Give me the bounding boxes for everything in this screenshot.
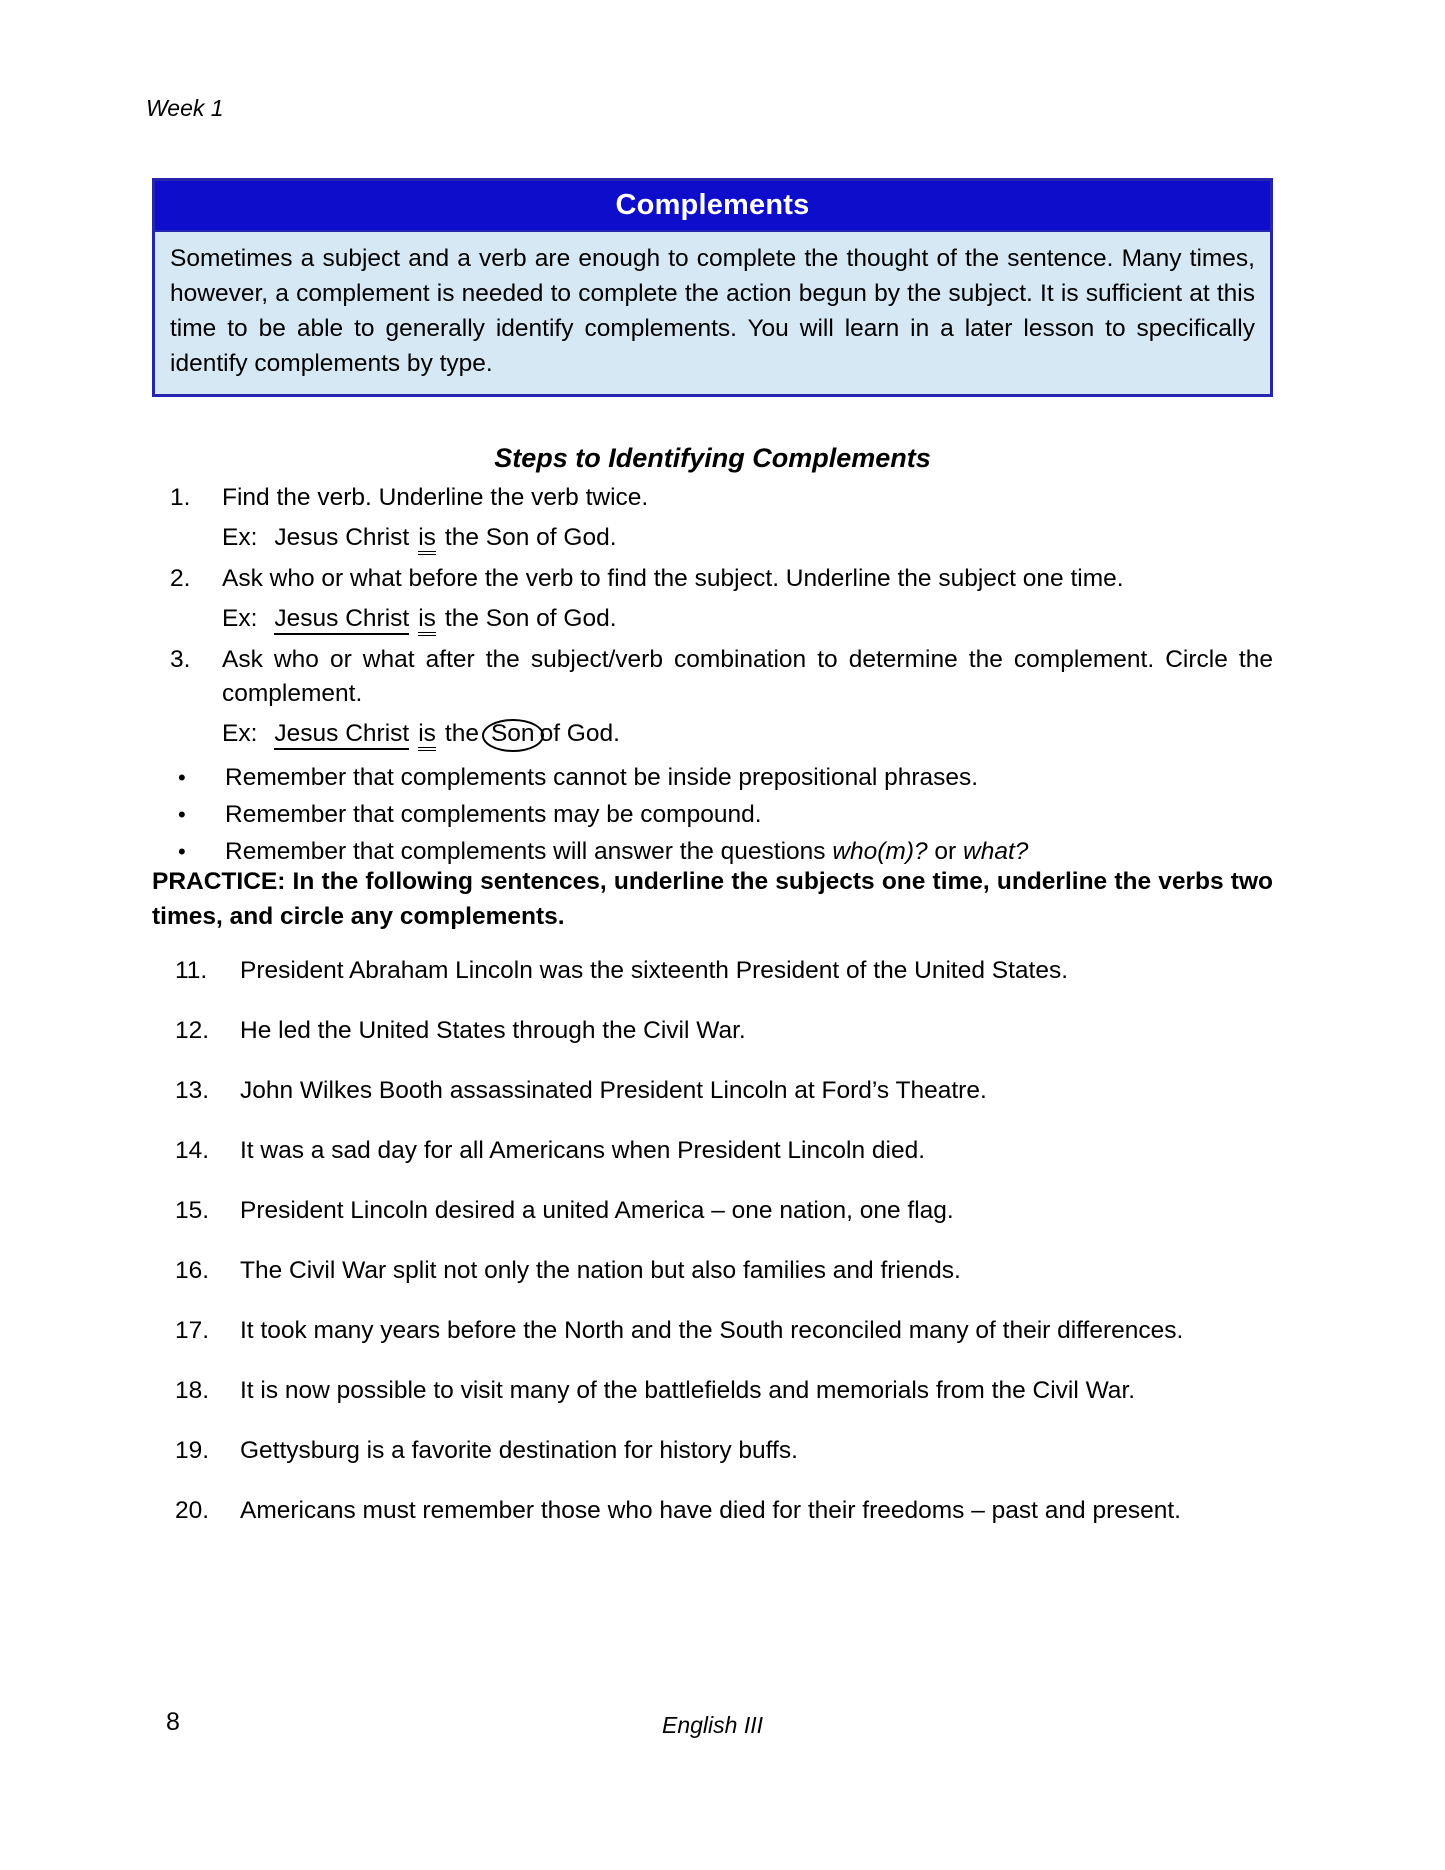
bullet-icon: •: [178, 839, 186, 864]
practice-item: [152, 1434, 1273, 1468]
practice-item: [152, 1194, 1273, 1228]
reminder-text: Remember that complements may be compound.: [225, 801, 762, 828]
practice-item-number: 13.: [175, 1077, 210, 1104]
practice-item-number: 11.: [175, 957, 208, 984]
question-word-whom: who(m)?: [832, 838, 928, 865]
step-text: Ask who or what before the verb to find the subject. Underline the subject one time.: [222, 565, 1124, 592]
reminder-text-prefix: Remember that complements will answer the questions: [225, 838, 833, 865]
practice-item-text: It was a sad day for all Americans when President Lincoln died.: [240, 1137, 926, 1164]
practice-item-text: It took many years before the North and the South reconciled many of their differences.: [240, 1317, 1184, 1344]
practice-item-number: 15.: [175, 1197, 210, 1224]
step-number: 3.: [170, 646, 191, 673]
practice-item-text: The Civil War split not only the nation but also families and friends.: [240, 1257, 961, 1284]
reminder-row: [152, 761, 1273, 794]
example-subject-underlined: Jesus Christ: [274, 605, 409, 635]
practice-item-text: He led the United States through the Civil War.: [240, 1017, 746, 1044]
example-tail: the Son of God.: [444, 605, 617, 632]
practice-item: [152, 1254, 1273, 1288]
practice-item: [152, 1494, 1273, 1528]
practice-item-number: 18.: [175, 1377, 210, 1404]
practice-instructions: PRACTICE: In the following sentences, underline the subjects one time, underline the verbs two times, and circle any complements.: [152, 868, 1273, 930]
example-row-3: [152, 717, 1273, 751]
example-label: Ex:: [222, 524, 258, 551]
step-number: 1.: [170, 484, 191, 511]
example-subject-underlined: Jesus Christ: [274, 720, 409, 750]
practice-item: [152, 954, 1273, 988]
panel-title: Complements: [615, 189, 810, 221]
question-word-what: what?: [963, 838, 1029, 865]
practice-item-number: 20.: [175, 1497, 210, 1524]
practice-item-number: 19.: [175, 1437, 210, 1464]
complements-panel-header: [155, 181, 1270, 232]
reminder-row: [152, 798, 1273, 831]
practice-item-number: 12.: [175, 1017, 210, 1044]
step-row-2: [152, 562, 1273, 596]
week-label: Week 1: [146, 95, 224, 121]
example-complement-circled: Son: [482, 719, 544, 752]
example-label: Ex:: [222, 720, 258, 747]
bullet-icon: •: [178, 802, 186, 827]
example-verb-double-underlined: is: [418, 720, 436, 751]
course-title: English III: [662, 1712, 763, 1738]
step-text: Find the verb. Underline the verb twice.: [222, 484, 649, 511]
practice-item-text: President Abraham Lincoln was the sixteenth President of the United States.: [240, 957, 1069, 984]
practice-item-text: It is now possible to visit many of the battlefields and memorials from the Civil War.: [240, 1377, 1136, 1404]
practice-item-number: 16.: [175, 1257, 210, 1284]
step-row-3: [152, 643, 1273, 711]
step-number: 2.: [170, 565, 191, 592]
reminder-list: [152, 761, 1273, 868]
practice-item: [152, 1074, 1273, 1108]
example-row-1: [152, 521, 1273, 555]
practice-item: [152, 1374, 1273, 1408]
example-subject: Jesus Christ: [274, 524, 410, 551]
practice-item: [152, 1314, 1273, 1348]
reminder-text-or: or: [927, 838, 964, 865]
practice-item-text: President Lincoln desired a united America – one nation, one flag.: [240, 1197, 954, 1224]
practice-item-text: John Wilkes Booth assassinated President Lincoln at Ford’s Theatre.: [240, 1077, 987, 1104]
example-label: Ex:: [222, 605, 258, 632]
step-row-1: [152, 481, 1273, 515]
practice-item: [152, 1134, 1273, 1168]
practice-item-text: Gettysburg is a favorite destination for history buffs.: [240, 1437, 798, 1464]
practice-item-list: [152, 954, 1273, 1554]
reminder-text: Remember that complements cannot be inside prepositional phrases.: [225, 764, 979, 791]
practice-item-text: Americans must remember those who have died for their freedoms – past and present.: [240, 1497, 1181, 1524]
page-number: 8: [166, 1708, 180, 1736]
practice-item: [152, 1014, 1273, 1048]
panel-body: Sometimes a subject and a verb are enough to complete the thought of the sentence. Many times, however, a complement is needed to complete the action begun by the subject. It is sufficient at this time to be able to generally identify complements. You will learn in a later lesson to specifically identify complements by type.: [155, 232, 1270, 394]
example-row-2: [152, 602, 1273, 636]
bullet-icon: •: [178, 765, 186, 790]
steps-list: [152, 481, 1273, 868]
example-verb-double-underlined: is: [418, 605, 436, 636]
example-article: the: [444, 720, 479, 747]
example-verb-double-underlined: is: [418, 524, 436, 555]
practice-item-number: 14.: [175, 1137, 210, 1164]
step-text: Ask who or what after the subject/verb combination to determine the complement. Circle the complement.: [222, 646, 1273, 707]
complements-panel: [152, 178, 1273, 397]
example-tail: of God.: [539, 720, 620, 747]
steps-heading: Steps to Identifying Complements: [494, 443, 931, 473]
practice-item-number: 17.: [175, 1317, 210, 1344]
example-tail: the Son of God.: [444, 524, 617, 551]
